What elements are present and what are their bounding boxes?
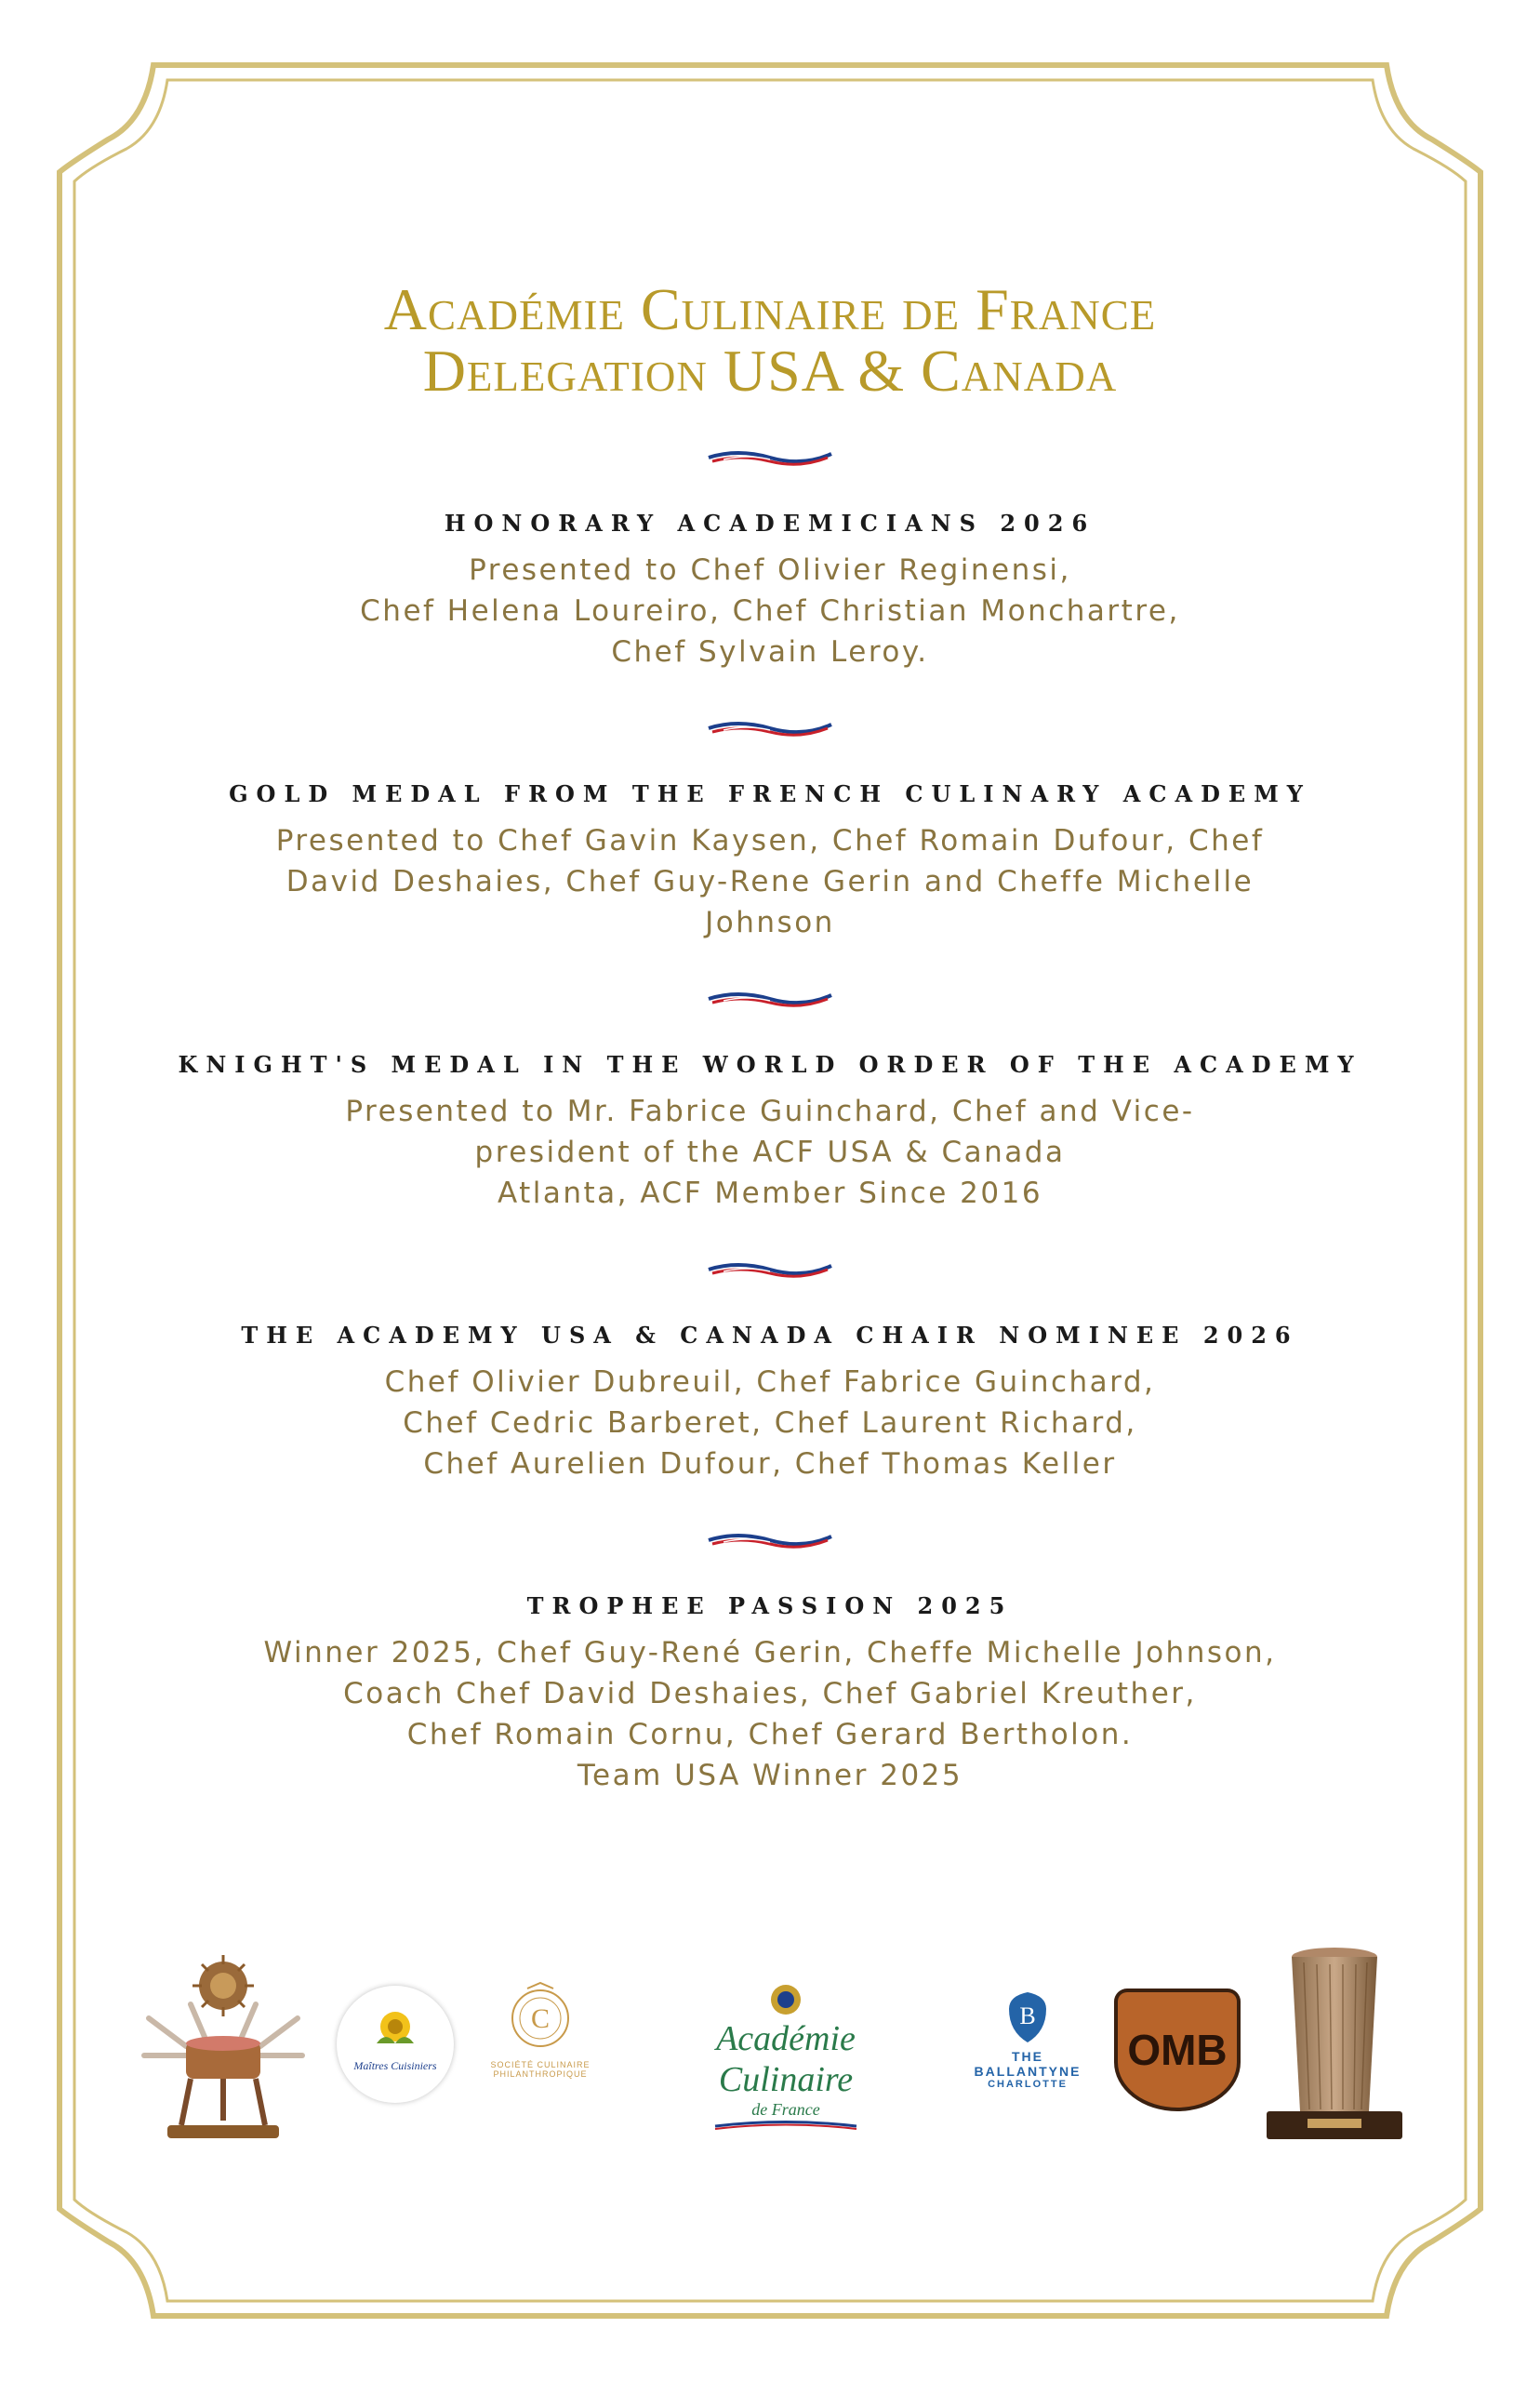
academie-sub-text: de France bbox=[751, 2100, 820, 2119]
societe-text-line1: SOCIÉTÉ CULINAIRE bbox=[490, 2060, 591, 2069]
ballantyne-line3: CHARLOTTE bbox=[988, 2079, 1068, 2090]
flag-ribbon-divider bbox=[705, 1257, 835, 1283]
svg-text:C: C bbox=[530, 2003, 551, 2034]
flag-ribbon-divider bbox=[705, 1527, 835, 1553]
ballantyne-shield-icon bbox=[1004, 1990, 1051, 2044]
column-trophy-logo bbox=[1255, 1944, 1414, 2153]
flag-ribbon-divider bbox=[705, 986, 835, 1012]
section-line: Chef Cedric Barberet, Chef Laurent Richard, bbox=[403, 1406, 1137, 1440]
ballantyne-line1: THE bbox=[1012, 2049, 1043, 2064]
section-heading: GOLD MEDAL FROM THE FRENCH CULINARY ACADEMY bbox=[229, 780, 1311, 807]
flag-ribbon-icon bbox=[711, 2120, 860, 2133]
crest-monogram-icon bbox=[505, 1981, 576, 2055]
maitres-cuisiniers-text: Maîtres Cuisiniers bbox=[353, 2059, 437, 2072]
section-line: Atlanta, ACF Member Since 2016 bbox=[497, 1177, 1043, 1210]
section-heading: TROPHEE PASSION 2025 bbox=[526, 1592, 1014, 1619]
title-line-2: Delegation USA & Canada bbox=[422, 338, 1118, 404]
section-line: president of the ACF USA & Canada bbox=[474, 1136, 1066, 1169]
academie-culinaire-logo bbox=[646, 1981, 925, 2137]
section-line: Chef Helena Loureiro, Chef Christian Monchartre, bbox=[360, 594, 1180, 628]
section-knights-medal bbox=[167, 1051, 1373, 1214]
flag-ribbon-divider bbox=[705, 445, 835, 471]
section-line: Johnson bbox=[705, 906, 835, 939]
section-line: Chef Romain Cornu, Chef Gerard Bertholon. bbox=[406, 1718, 1134, 1751]
societe-text-line2: PHILANTHROPIQUE bbox=[493, 2069, 588, 2079]
sunflower-icon bbox=[367, 2002, 423, 2055]
partner-logos-row bbox=[121, 1944, 1423, 2158]
section-line: Team USA Winner 2025 bbox=[577, 1759, 963, 1792]
omb-text: OMB bbox=[1127, 2026, 1228, 2074]
section-line: Coach Chef David Deshaies, Chef Gabriel Kreuther, bbox=[343, 1677, 1197, 1710]
section-gold-medal bbox=[167, 780, 1373, 943]
bronze-trophy-logo bbox=[130, 1953, 316, 2148]
section-line: Presented to Chef Olivier Reginensi, bbox=[469, 553, 1071, 587]
section-line: Chef Aurelien Dufour, Chef Thomas Keller bbox=[423, 1447, 1117, 1481]
section-heading: HONORARY ACADEMICIANS 2026 bbox=[444, 510, 1096, 537]
section-line: Presented to Chef Gavin Kaysen, Chef Romain Dufour, Chef bbox=[275, 824, 1265, 858]
flag-ribbon-divider bbox=[705, 715, 835, 741]
section-line: Winner 2025, Chef Guy-René Gerin, Cheffe Michelle Johnson, bbox=[263, 1636, 1277, 1669]
ballantyne-line2: BALLANTYNE bbox=[974, 2064, 1082, 2079]
svg-text:B: B bbox=[1019, 2002, 1036, 2029]
section-line: David Deshaies, Chef Guy-Rene Gerin and Cheffe Michelle bbox=[285, 865, 1255, 898]
ballantyne-logo bbox=[958, 1990, 1097, 2090]
section-heading: THE ACADEMY USA & CANADA CHAIR NOMINEE 2026 bbox=[241, 1322, 1299, 1349]
section-trophee-passion bbox=[167, 1592, 1373, 1796]
academie-medal-icon bbox=[767, 1981, 804, 2018]
societe-culinaire-logo bbox=[489, 1981, 591, 2079]
section-line: Presented to Mr. Fabrice Guinchard, Chef and Vice- bbox=[345, 1095, 1195, 1128]
title-line-1: Académie Culinaire de France bbox=[383, 276, 1157, 342]
page-title bbox=[167, 276, 1373, 404]
omb-logo bbox=[1114, 1989, 1241, 2111]
section-chair-nominee bbox=[167, 1322, 1373, 1484]
section-heading: KNIGHT'S MEDAL IN THE WORLD ORDER OF THE ACADEMY bbox=[178, 1051, 1362, 1078]
section-line: Chef Sylvain Leroy. bbox=[611, 635, 929, 669]
section-honorary-academicians bbox=[167, 510, 1373, 672]
section-line: Chef Olivier Dubreuil, Chef Fabrice Guinchard, bbox=[384, 1365, 1156, 1399]
main-content bbox=[167, 276, 1373, 1796]
academie-script-text: Académie Culinaire bbox=[716, 2019, 856, 2099]
maitres-cuisiniers-logo bbox=[337, 1986, 454, 2103]
